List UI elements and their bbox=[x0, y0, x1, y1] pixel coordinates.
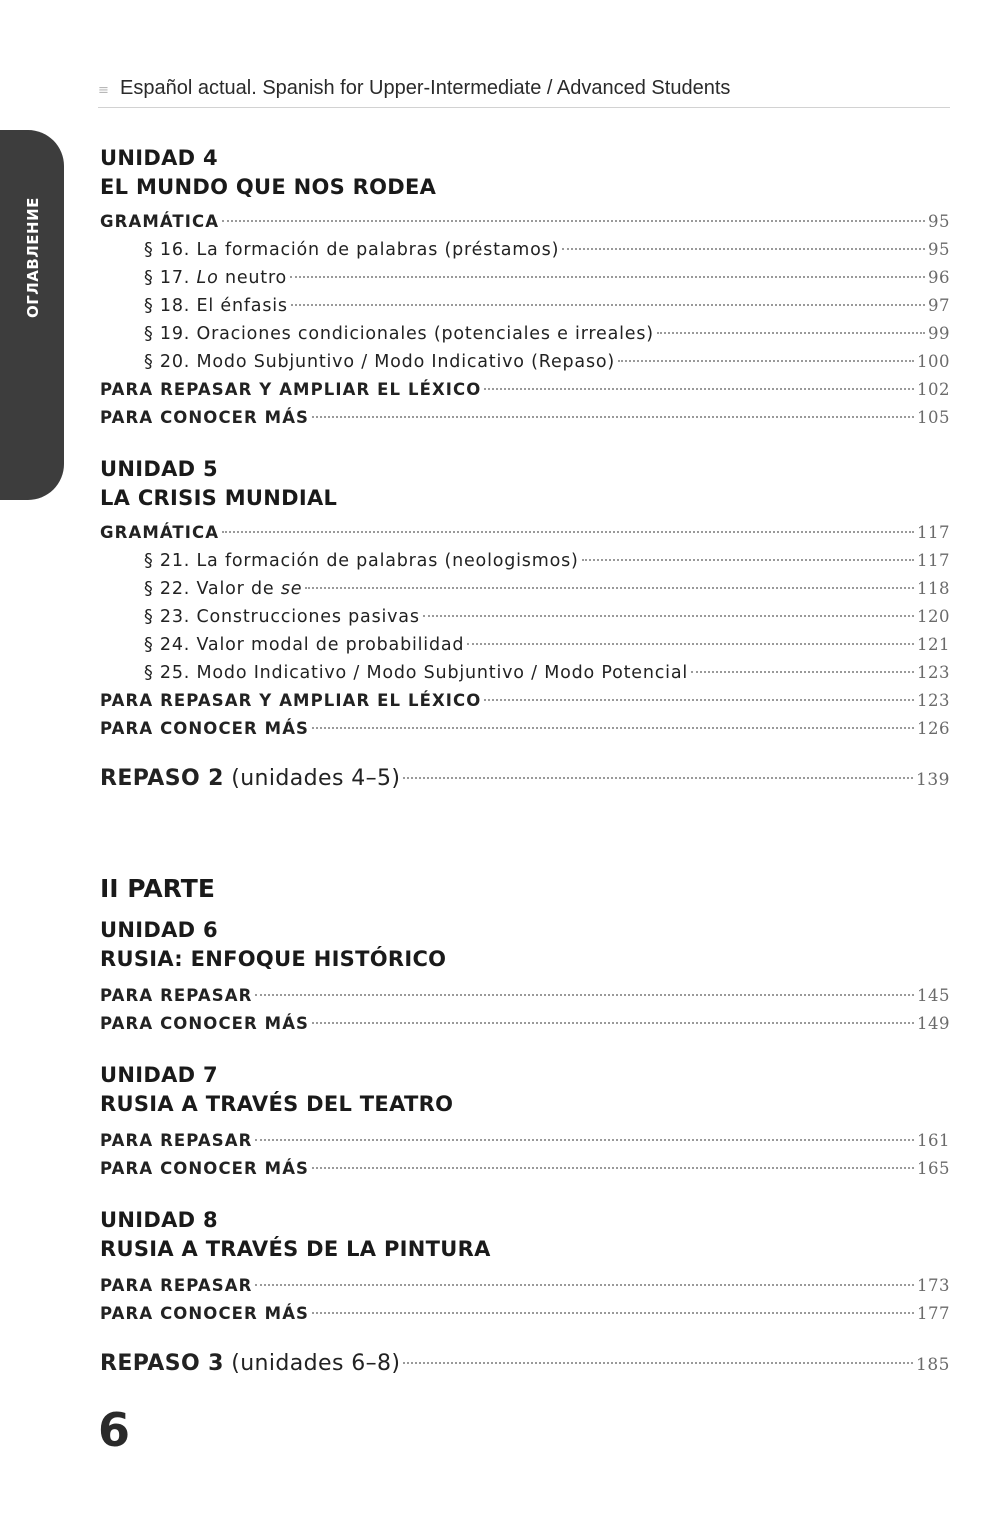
unit-title: RUSIA: ENFOQUE HISTÓRICO bbox=[100, 947, 447, 971]
entry-label-italic: se bbox=[280, 579, 303, 599]
leader-dots bbox=[312, 1312, 914, 1314]
toc-entry[interactable] bbox=[100, 1347, 950, 1381]
entry-label: PARA CONOCER MÁS bbox=[100, 1014, 310, 1033]
unit-4 bbox=[100, 144, 950, 432]
unit-title: EL MUNDO QUE NOS RODEA bbox=[100, 175, 437, 199]
leader-dots bbox=[290, 276, 925, 278]
toc-entry[interactable] bbox=[100, 547, 950, 575]
leader-dots bbox=[312, 1167, 914, 1169]
review-bold: REPASO 3 bbox=[100, 1351, 224, 1376]
leader-dots bbox=[582, 559, 914, 561]
toc-entry[interactable] bbox=[100, 1127, 950, 1155]
entry-label bbox=[100, 762, 400, 796]
unit-title: LA CRISIS MUNDIAL bbox=[100, 486, 338, 510]
entry-label: PARA REPASAR bbox=[100, 986, 253, 1005]
entry-label bbox=[144, 264, 287, 292]
page-number: 6 bbox=[98, 1403, 131, 1457]
toc-entry[interactable] bbox=[100, 236, 950, 264]
entry-label: GRAMÁTICA bbox=[100, 523, 220, 542]
entry-label: § 19. Oraciones condicionales (potenciales e irreales) bbox=[144, 324, 654, 344]
entry-page: 95 bbox=[928, 240, 950, 259]
entry-page: 139 bbox=[916, 770, 950, 790]
side-tab-label: ОГЛАВЛЕНИЕ bbox=[24, 197, 42, 318]
entry-page: 100 bbox=[917, 352, 950, 371]
leader-dots bbox=[222, 220, 925, 222]
leader-dots bbox=[305, 587, 914, 589]
leader-dots bbox=[562, 248, 925, 250]
unit-number: UNIDAD 7 bbox=[100, 1063, 218, 1087]
entry-page: 97 bbox=[928, 296, 950, 315]
toc-entry[interactable] bbox=[100, 320, 950, 348]
review-bold: REPASO 2 bbox=[100, 766, 224, 791]
toc-entry[interactable] bbox=[100, 404, 950, 432]
leader-dots bbox=[467, 643, 914, 645]
entry-page: 145 bbox=[917, 986, 950, 1005]
entry-label: § 20. Modo Subjuntivo / Modo Indicativo (Repaso) bbox=[144, 352, 616, 372]
entry-label: PARA CONOCER MÁS bbox=[100, 719, 310, 738]
toc-entry[interactable] bbox=[100, 1300, 950, 1328]
toc-entry[interactable] bbox=[100, 687, 950, 715]
review-rest: (unidades 6–8) bbox=[223, 1351, 401, 1376]
toc-entry[interactable] bbox=[100, 603, 950, 631]
unit-title: RUSIA A TRAVÉS DEL TEATRO bbox=[100, 1092, 454, 1116]
entry-page: 123 bbox=[917, 691, 950, 710]
running-header bbox=[98, 77, 950, 109]
leader-dots bbox=[403, 777, 913, 779]
entry-label: § 24. Valor modal de probabilidad bbox=[144, 635, 465, 655]
entry-page: 177 bbox=[917, 1304, 950, 1323]
entry-page: 120 bbox=[917, 607, 950, 626]
toc-entry[interactable] bbox=[100, 575, 950, 603]
entry-page: 121 bbox=[917, 635, 950, 654]
toc-entry[interactable] bbox=[100, 264, 950, 292]
unit-8 bbox=[100, 1206, 950, 1328]
review-rest: (unidades 4–5) bbox=[223, 766, 401, 791]
entry-page: 117 bbox=[917, 523, 950, 542]
toc-entry[interactable] bbox=[100, 659, 950, 687]
entry-page: 99 bbox=[928, 324, 950, 343]
toc-entry[interactable] bbox=[100, 1272, 950, 1300]
unit-number: UNIDAD 5 bbox=[100, 457, 218, 481]
entry-label bbox=[144, 575, 302, 603]
review-2 bbox=[100, 762, 950, 796]
leader-dots bbox=[255, 1284, 914, 1286]
toc-entry[interactable] bbox=[100, 208, 950, 236]
entry-label: PARA CONOCER MÁS bbox=[100, 1159, 310, 1178]
entry-label: PARA REPASAR bbox=[100, 1131, 253, 1150]
toc-entry[interactable] bbox=[100, 519, 950, 547]
toc-entry[interactable] bbox=[100, 982, 950, 1010]
leader-dots bbox=[222, 531, 914, 533]
entry-page: 126 bbox=[917, 719, 950, 738]
header-rule bbox=[98, 107, 950, 108]
entry-label-italic: Lo bbox=[196, 268, 219, 288]
entry-label: PARA REPASAR bbox=[100, 1276, 253, 1295]
unit-number: UNIDAD 8 bbox=[100, 1208, 218, 1232]
part-title: II PARTE bbox=[100, 874, 215, 903]
toc-entry[interactable] bbox=[100, 762, 950, 796]
entry-label: PARA REPASAR Y AMPLIAR EL LÉXICO bbox=[100, 380, 482, 399]
entry-label bbox=[100, 1347, 400, 1381]
unit-7 bbox=[100, 1061, 950, 1183]
entry-label: PARA REPASAR Y AMPLIAR EL LÉXICO bbox=[100, 691, 482, 710]
toc-entry[interactable] bbox=[100, 348, 950, 376]
entry-label-prefix: § 17. bbox=[144, 268, 197, 288]
toc-entry[interactable] bbox=[100, 631, 950, 659]
part-2 bbox=[100, 872, 950, 1038]
leader-dots bbox=[403, 1362, 913, 1364]
leader-dots bbox=[423, 615, 914, 617]
leader-dots bbox=[255, 994, 914, 996]
toc-entry[interactable] bbox=[100, 715, 950, 743]
unit-5 bbox=[100, 455, 950, 743]
leader-dots bbox=[691, 671, 914, 673]
entry-page: 117 bbox=[917, 551, 950, 570]
entry-label: § 21. La formación de palabras (neologismos) bbox=[144, 551, 579, 571]
entry-label-suffix: neutro bbox=[218, 268, 288, 288]
unit-title: RUSIA A TRAVÉS DE LA PINTURA bbox=[100, 1237, 491, 1261]
toc-entry[interactable] bbox=[100, 292, 950, 320]
leader-dots bbox=[255, 1139, 914, 1141]
entry-page: 161 bbox=[917, 1131, 950, 1150]
leader-dots bbox=[312, 727, 914, 729]
toc-entry[interactable] bbox=[100, 1010, 950, 1038]
entry-page: 165 bbox=[917, 1159, 950, 1178]
unit-number: UNIDAD 4 bbox=[100, 146, 218, 170]
entry-page: 118 bbox=[917, 579, 950, 598]
entry-label: § 23. Construcciones pasivas bbox=[144, 607, 420, 627]
entry-page: 123 bbox=[917, 663, 950, 682]
header-title: Español actual. Spanish for Upper-Intermediate / Advanced Students bbox=[120, 77, 731, 99]
entry-page: 149 bbox=[917, 1014, 950, 1033]
entry-label: § 25. Modo Indicativo / Modo Subjuntivo / Modo Potencial bbox=[144, 663, 689, 683]
entry-label: GRAMÁTICA bbox=[100, 212, 220, 231]
leader-dots bbox=[312, 416, 914, 418]
entry-label: PARA CONOCER MÁS bbox=[100, 1304, 310, 1323]
entry-label: § 18. El énfasis bbox=[144, 296, 288, 316]
leader-dots bbox=[618, 360, 914, 362]
entry-page: 96 bbox=[928, 268, 950, 287]
entry-label-prefix: § 22. Valor de bbox=[144, 579, 281, 599]
entry-page: 173 bbox=[917, 1276, 950, 1295]
leader-dots bbox=[484, 699, 914, 701]
toc-entry[interactable] bbox=[100, 376, 950, 404]
leader-dots bbox=[484, 388, 914, 390]
unit-number: UNIDAD 6 bbox=[100, 918, 218, 942]
header-lines-icon: ≡ bbox=[98, 83, 109, 98]
review-3 bbox=[100, 1347, 950, 1381]
entry-label: PARA CONOCER MÁS bbox=[100, 408, 310, 427]
entry-page: 102 bbox=[917, 380, 950, 399]
entry-page: 185 bbox=[916, 1355, 950, 1375]
entry-page: 105 bbox=[917, 408, 950, 427]
leader-dots bbox=[657, 332, 925, 334]
entry-label: § 16. La formación de palabras (préstamos) bbox=[144, 240, 560, 260]
leader-dots bbox=[312, 1022, 914, 1024]
toc-entry[interactable] bbox=[100, 1155, 950, 1183]
entry-page: 95 bbox=[928, 212, 950, 231]
leader-dots bbox=[291, 304, 925, 306]
